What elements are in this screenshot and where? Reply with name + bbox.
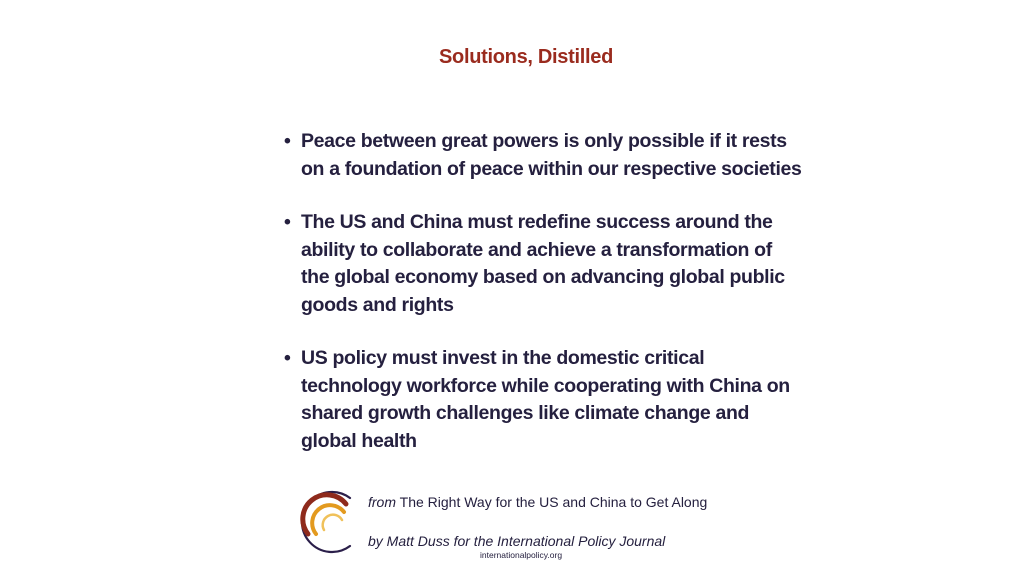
source-title: The Right Way for the US and China to Get Along — [399, 494, 708, 510]
source-line — [368, 494, 707, 510]
bullet-item: • Peace between great powers is only possible if it rests on a foundation of peace within our respective societies — [284, 128, 804, 183]
slide-title: Solutions, Distilled — [438, 46, 613, 68]
solutions-list — [284, 128, 804, 481]
byline: by Matt Duss for the International Policy Journal — [368, 533, 666, 549]
from-label: from — [368, 494, 396, 510]
international-policy-journal-logo-icon — [290, 490, 354, 554]
bullet-item: • The US and China must redefine success around the ability to collaborate and achieve a transformation of the global economy based on advancing global public goods and rights — [284, 209, 804, 319]
bullet-item: • US policy must invest in the domestic critical technology workforce while cooperating with China on shared growth challenges like climate change and global health — [284, 345, 804, 455]
website-url: internationalpolicy.org — [480, 550, 563, 560]
